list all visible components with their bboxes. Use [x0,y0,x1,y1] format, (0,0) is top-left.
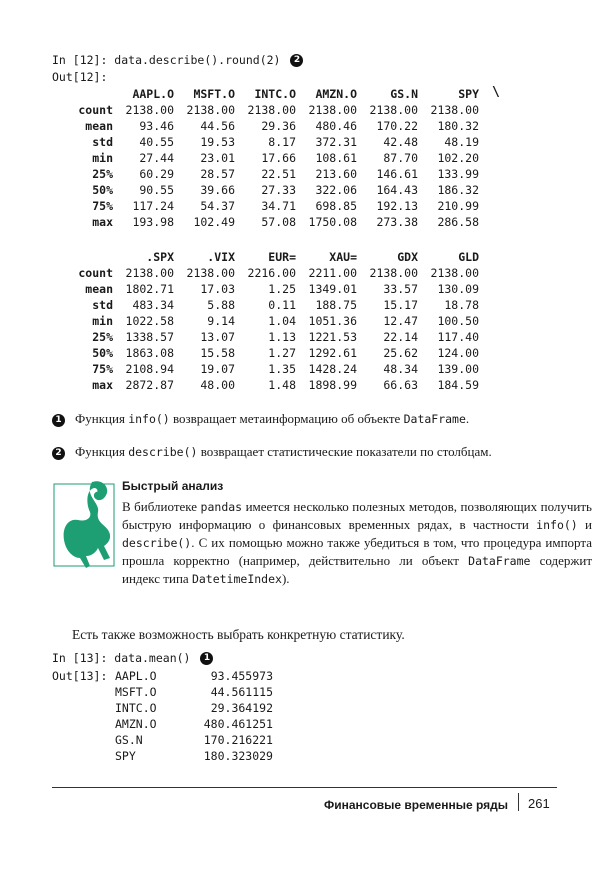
table-cell: 2138.00 [430,103,479,117]
table-row [52,281,479,297]
table-cell: 34.71 [261,199,296,213]
table-cell: 2216.00 [247,266,296,280]
series-index: GS.N [115,733,143,747]
table-cell: 54.37 [200,199,235,213]
series-value: 480.461251 [203,717,273,731]
row-label: count [78,266,113,280]
callout-marker: 2 [290,54,303,67]
table-cell: 372.31 [315,135,357,149]
table-cell: 66.63 [383,378,418,392]
table-cell: 2138.00 [308,103,357,117]
table-cell: 192.13 [376,199,418,213]
code: DataFrame [468,554,531,568]
column-header: EUR= [268,250,296,264]
table-cell: 28.57 [200,167,235,181]
table-cell: 44.56 [200,119,235,133]
table-cell: 2138.00 [369,103,418,117]
code: describe() [128,445,198,459]
table-cell: 2872.87 [125,378,174,392]
cell12-input [52,52,303,68]
text: . С их помощью можно также убедиться в том, что процедура импорта прошла корректно (например, действительно ли объект [122,535,592,568]
column-header: .VIX [207,250,235,264]
table-cell: 1221.53 [308,330,357,344]
table-cell: 15.58 [200,346,235,360]
footer-divider [52,787,557,788]
table-row [52,182,479,198]
table-cell: 186.32 [437,183,479,197]
table-cell: 1898.99 [308,378,357,392]
table-row [52,297,479,313]
series-index: AAPL.O [115,669,157,683]
header-row [52,86,479,102]
text: ). [281,571,290,586]
footnote-1 [52,410,469,428]
table-cell: 2138.00 [247,103,296,117]
footer-separator [518,793,519,811]
table-cell: 273.38 [376,215,418,229]
table-cell: 25.62 [383,346,418,360]
tip-body [122,498,592,588]
code: DatetimeIndex [191,572,282,586]
table-row [52,150,479,166]
index-header [52,86,113,102]
table-cell: 22.14 [383,330,418,344]
table-cell: 48.34 [383,362,418,376]
cell13-output-label: Out[13]: [52,669,108,683]
describe-table-2 [52,249,479,393]
table-cell: 1051.36 [308,314,357,328]
row-label: 50% [92,183,113,197]
table-cell: 2211.00 [308,266,357,280]
table-cell: 117.24 [132,199,174,213]
table-cell: 1863.08 [125,346,174,360]
table-cell: 124.00 [437,346,479,360]
table-cell: 57.08 [261,215,296,229]
table-cell: 1.04 [268,314,296,328]
table-row [52,377,479,393]
row-label: max [92,215,113,229]
table-cell: 1428.24 [308,362,357,376]
table-cell: 2138.00 [186,103,235,117]
table-cell: 40.55 [139,135,174,149]
row-label: min [92,314,113,328]
series-index: MSFT.O [115,685,157,699]
table-cell: 90.55 [139,183,174,197]
table-cell: 108.61 [315,151,357,165]
column-header: GS.N [390,87,418,101]
cell12-output-label: Out[12]: [52,70,108,84]
table-cell: 130.09 [437,282,479,296]
table-cell: 42.48 [383,135,418,149]
table-cell: 210.99 [437,199,479,213]
column-header: GDX [397,250,418,264]
body-paragraph: Есть также возможность выбрать конкретную статистику. [72,627,405,642]
tip-title: Быстрый анализ [122,479,224,493]
row-label: count [78,103,113,117]
table-cell: 33.57 [383,282,418,296]
column-header: MSFT.O [193,87,235,101]
text: возвращает метаинформацию об объекте [169,411,404,426]
series-value: 93.455973 [210,669,273,683]
table-cell: 1022.58 [125,314,174,328]
table-cell: 1.25 [268,282,296,296]
table-cell: 22.51 [261,167,296,181]
table-row [52,313,479,329]
row-label: 25% [92,167,113,181]
table-cell: 2138.00 [186,266,235,280]
series-value: 44.561115 [210,685,273,699]
table-cell: 27.44 [139,151,174,165]
code: info() [128,412,170,426]
page-number: 261 [528,796,550,811]
text: Функция [75,444,129,459]
code: pandas [200,500,243,514]
table-cell: 27.33 [261,183,296,197]
table-cell: 15.17 [383,298,418,312]
series-value: 170.216221 [203,733,273,747]
table-cell: 322.06 [315,183,357,197]
table-row [52,118,479,134]
table-cell: 60.29 [139,167,174,181]
table-cell: 480.46 [315,119,357,133]
table-cell: 286.58 [437,215,479,229]
table-cell: 1802.71 [125,282,174,296]
table-cell: 102.49 [193,215,235,229]
table-row [52,265,479,281]
index-header [52,249,113,265]
table-cell: 1750.08 [308,215,357,229]
table-cell: 48.00 [200,378,235,392]
series-value: 29.364192 [210,701,273,715]
lemur-icon [52,478,116,578]
row-label: 25% [92,330,113,344]
table-cell: 133.99 [437,167,479,181]
row-label: min [92,151,113,165]
table-cell: 87.70 [383,151,418,165]
table-cell: 1292.61 [308,346,357,360]
table-cell: 213.60 [315,167,357,181]
row-label: std [92,298,113,312]
table-cell: 483.34 [132,298,174,312]
code-line: In [13]: data.mean() [52,651,191,665]
row-label: 75% [92,199,113,213]
table-cell: 180.32 [437,119,479,133]
table-cell: 48.19 [444,135,479,149]
table-cell: 23.01 [200,151,235,165]
table-row [52,102,479,118]
table-cell: 5.88 [207,298,235,312]
table-cell: 19.53 [200,135,235,149]
table-cell: 13.07 [200,330,235,344]
table-cell: 93.46 [139,119,174,133]
table-row [52,198,479,214]
table-cell: 2138.00 [125,103,174,117]
row-label: mean [85,282,113,296]
table-cell: 170.22 [376,119,418,133]
table-cell: 1338.57 [125,330,174,344]
table-row [52,166,479,182]
callout-marker: 1 [200,652,213,665]
table-cell: 698.85 [315,199,357,213]
table-cell: 2138.00 [125,266,174,280]
text: . [465,411,470,426]
series-index: INTC.O [115,701,157,715]
text: возвращает статистические показатели по столбцам. [197,444,492,459]
footnote-2 [52,443,492,461]
table-cell: 146.61 [376,167,418,181]
table-cell: 29.36 [261,119,296,133]
table-cell: 1.48 [268,378,296,392]
table-cell: 184.59 [437,378,479,392]
column-header: INTC.O [254,87,296,101]
column-header: AAPL.O [132,87,174,101]
callout-marker: 1 [52,414,65,427]
table-cell: 2108.94 [125,362,174,376]
table-cell: 1.35 [268,362,296,376]
table-cell: 117.40 [437,330,479,344]
text: В библиотеке [122,499,201,514]
table-cell: 19.07 [200,362,235,376]
table-cell: 164.43 [376,183,418,197]
column-header: .SPX [146,250,174,264]
table-row [52,345,479,361]
table-cell: 102.20 [437,151,479,165]
column-header: XAU= [329,250,357,264]
code: describe() [122,536,192,550]
table-row [52,134,479,150]
row-label: 75% [92,362,113,376]
column-header: GLD [458,250,479,264]
table-row [52,214,479,230]
table-cell: 18.78 [444,298,479,312]
table-cell: 193.98 [132,215,174,229]
line-continuation: \ [492,85,500,100]
table-cell: 39.66 [200,183,235,197]
table-cell: 2138.00 [430,266,479,280]
table-cell: 1.27 [268,346,296,360]
table-cell: 1.13 [268,330,296,344]
code: info() [536,518,578,532]
table-row [52,361,479,377]
table-cell: 1349.01 [308,282,357,296]
column-header: AMZN.O [315,87,357,101]
text: и [577,517,592,532]
column-header: SPY [458,87,479,101]
code: DataFrame [403,412,466,426]
table-cell: 100.50 [437,314,479,328]
row-label: 50% [92,346,113,360]
row-label: mean [85,119,113,133]
table-row [52,329,479,345]
table-cell: 139.00 [437,362,479,376]
series-value: 180.323029 [203,749,273,763]
table-cell: 188.75 [315,298,357,312]
table-cell: 17.03 [200,282,235,296]
table-cell: 8.17 [268,135,296,149]
text: содержит индекс типа [122,553,593,586]
running-footer: Финансовые временные ряды [324,798,508,812]
describe-table-1 [52,86,479,230]
row-label: max [92,378,113,392]
table-cell: 12.47 [383,314,418,328]
row-label: std [92,135,113,149]
text: Функция [75,411,129,426]
tip-box [52,478,593,618]
callout-marker: 2 [52,447,65,460]
header-row [52,249,479,265]
table-cell: 2138.00 [369,266,418,280]
text: имеется несколько полезных методов, позволяющих получить быструю информацию о финансовых временных рядах, в частности [122,499,592,532]
series-index: SPY [115,749,136,763]
series-index: AMZN.O [115,717,157,731]
cell13-input [52,650,213,666]
table-cell: 0.11 [268,298,296,312]
table-cell: 17.66 [261,151,296,165]
table-cell: 9.14 [207,314,235,328]
code-line: In [12]: data.describe().round(2) [52,53,281,67]
